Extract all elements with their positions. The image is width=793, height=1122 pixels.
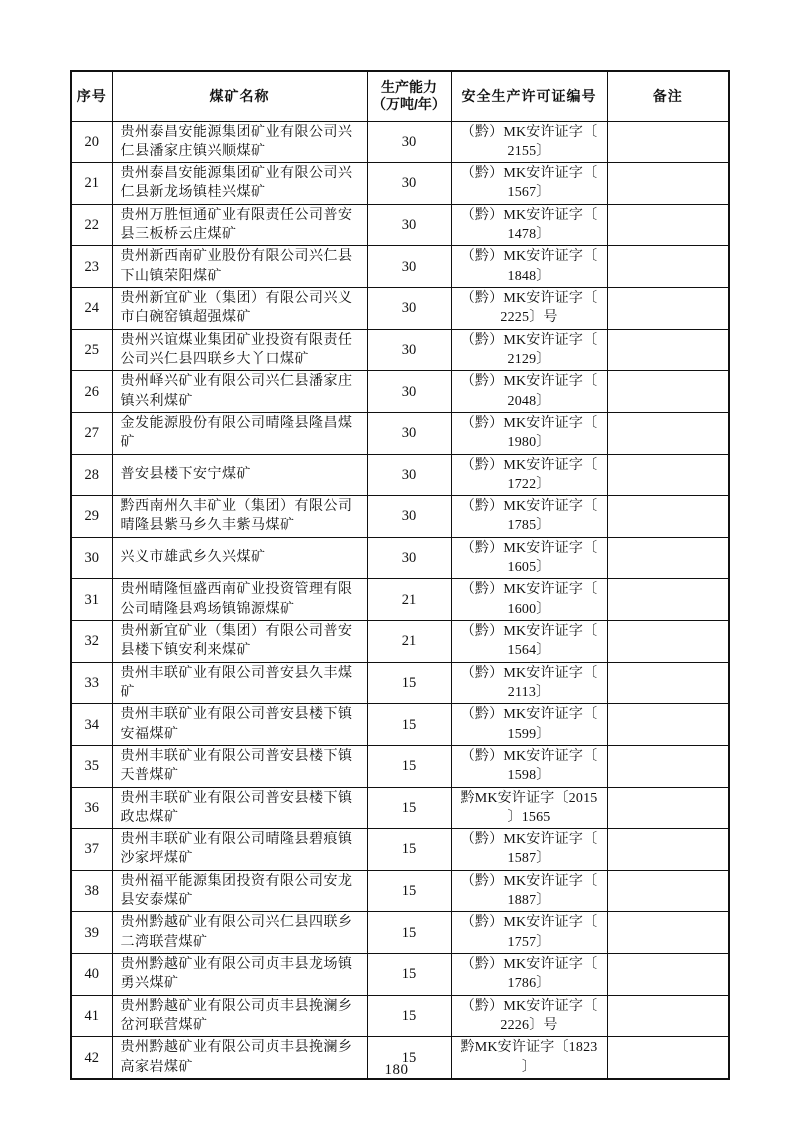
table-row — [71, 870, 729, 912]
license-line: （黔）MK安许证字〔 — [460, 166, 598, 182]
header-license: 安全生产许可证编号 — [451, 71, 607, 121]
license-line: 2113〕 — [507, 684, 551, 700]
license-line: 2048〕 — [507, 393, 551, 409]
license-cell — [451, 288, 607, 330]
license-line: （黔）MK安许证字〔 — [460, 998, 598, 1014]
capacity-cell: 21 — [367, 621, 451, 663]
mine-name-cell: 贵州福平能源集团投资有限公司安龙县安泰煤矿 — [112, 870, 367, 912]
mine-name-cell: 贵州黔越矿业有限公司贞丰县挽澜乡高家岩煤矿 — [112, 1037, 367, 1079]
capacity-cell: 15 — [367, 787, 451, 829]
header-remark: 备注 — [607, 71, 729, 121]
license-line: （黔）MK安许证字〔 — [460, 873, 598, 889]
mine-name-cell: 贵州峄兴矿业有限公司兴仁县潘家庄镇兴利煤矿 — [112, 371, 367, 413]
mine-name-cell: 贵州兴谊煤业集团矿业投资有限责任公司兴仁县四联乡大丫口煤矿 — [112, 329, 367, 371]
license-cell — [451, 537, 607, 579]
row-index-cell: 24 — [71, 288, 112, 330]
remark-cell — [607, 288, 729, 330]
remark-cell — [607, 704, 729, 746]
license-line: 1564〕 — [507, 643, 551, 659]
row-index-cell: 33 — [71, 662, 112, 704]
table-row — [71, 496, 729, 538]
row-index-cell: 30 — [71, 537, 112, 579]
remark-cell — [607, 163, 729, 205]
row-index-cell: 29 — [71, 496, 112, 538]
license-line: 1599〕 — [507, 726, 551, 742]
license-cell — [451, 662, 607, 704]
table-row — [71, 745, 729, 787]
table-row — [71, 288, 729, 330]
table-row — [71, 954, 729, 996]
remark-cell — [607, 870, 729, 912]
license-line: 黔MK安许证字〔1823 — [460, 1040, 598, 1056]
capacity-cell: 30 — [367, 288, 451, 330]
table-row — [71, 163, 729, 205]
license-cell — [451, 579, 607, 621]
license-cell — [451, 870, 607, 912]
mine-name-cell: 贵州晴隆恒盛西南矿业投资管理有限公司晴隆县鸡场镇锦源煤矿 — [112, 579, 367, 621]
row-index-cell: 31 — [71, 579, 112, 621]
coal-mine-table — [70, 70, 730, 1080]
row-index-cell: 41 — [71, 995, 112, 1037]
license-line: 1722〕 — [507, 476, 551, 492]
license-line: 1757〕 — [507, 934, 551, 950]
remark-cell — [607, 787, 729, 829]
capacity-cell: 21 — [367, 579, 451, 621]
header-mine-name: 煤矿名称 — [112, 71, 367, 121]
table-row — [71, 204, 729, 246]
header-capacity-line1: 生产能力 — [381, 78, 437, 95]
license-line: （黔）MK安许证字〔 — [460, 540, 598, 556]
mine-name-cell: 贵州新宜矿业（集团）有限公司兴义市白碗窑镇超强煤矿 — [112, 288, 367, 330]
remark-cell — [607, 204, 729, 246]
license-cell — [451, 621, 607, 663]
capacity-cell: 15 — [367, 870, 451, 912]
capacity-cell: 30 — [367, 371, 451, 413]
header-capacity — [367, 71, 451, 121]
table-header — [71, 71, 729, 121]
license-cell — [451, 745, 607, 787]
license-line: 1980〕 — [507, 435, 551, 451]
license-line: （黔）MK安许证字〔 — [460, 499, 598, 515]
remark-cell — [607, 121, 729, 163]
license-line: 黔MK安许证字〔2015 — [460, 790, 598, 806]
remark-cell — [607, 621, 729, 663]
capacity-cell: 15 — [367, 912, 451, 954]
capacity-cell: 30 — [367, 454, 451, 496]
capacity-cell: 30 — [367, 496, 451, 538]
remark-cell — [607, 371, 729, 413]
license-cell — [451, 329, 607, 371]
license-cell — [451, 246, 607, 288]
license-line: 〕1565 — [507, 809, 551, 825]
remark-cell — [607, 745, 729, 787]
mine-name-cell: 贵州新西南矿业股份有限公司兴仁县下山镇荣阳煤矿 — [112, 246, 367, 288]
mine-name-cell: 贵州丰联矿业有限公司普安县楼下镇天普煤矿 — [112, 745, 367, 787]
remark-cell — [607, 412, 729, 454]
license-line: （黔）MK安许证字〔 — [460, 249, 598, 265]
license-line: 1587〕 — [507, 851, 551, 867]
license-cell — [451, 163, 607, 205]
license-line: 1600〕 — [507, 601, 551, 617]
table-row — [71, 621, 729, 663]
row-index-cell: 36 — [71, 787, 112, 829]
license-line: （黔）MK安许证字〔 — [460, 415, 598, 431]
table-row — [71, 246, 729, 288]
mine-name-cell: 贵州万胜恒通矿业有限责任公司普安县三板桥云庄煤矿 — [112, 204, 367, 246]
license-line: （黔）MK安许证字〔 — [460, 332, 598, 348]
capacity-cell: 15 — [367, 704, 451, 746]
mine-name-cell: 贵州黔越矿业有限公司贞丰县龙场镇勇兴煤矿 — [112, 954, 367, 996]
license-cell — [451, 704, 607, 746]
license-line: 1848〕 — [507, 268, 551, 284]
license-line: 2225〕号 — [500, 310, 558, 326]
capacity-cell: 15 — [367, 662, 451, 704]
header-capacity-line2: （万吨/年） — [372, 96, 446, 113]
capacity-cell: 30 — [367, 537, 451, 579]
row-index-cell: 27 — [71, 412, 112, 454]
mine-name-cell: 贵州丰联矿业有限公司晴隆县碧痕镇沙家坪煤矿 — [112, 829, 367, 871]
table-row — [71, 912, 729, 954]
mine-name-cell: 贵州丰联矿业有限公司普安县楼下镇政忠煤矿 — [112, 787, 367, 829]
table-row — [71, 704, 729, 746]
license-cell — [451, 412, 607, 454]
row-index-cell: 26 — [71, 371, 112, 413]
row-index-cell: 32 — [71, 621, 112, 663]
table-row — [71, 329, 729, 371]
license-cell — [451, 954, 607, 996]
table-row — [71, 829, 729, 871]
mine-name-cell: 贵州丰联矿业有限公司普安县楼下镇安福煤矿 — [112, 704, 367, 746]
remark-cell — [607, 995, 729, 1037]
license-line: 1786〕 — [507, 976, 551, 992]
mine-name-cell: 贵州黔越矿业有限公司贞丰县挽澜乡岔河联营煤矿 — [112, 995, 367, 1037]
mine-name-cell: 普安县楼下安宁煤矿 — [112, 454, 367, 496]
page-number: 180 — [384, 1062, 409, 1078]
license-line: （黔）MK安许证字〔 — [460, 624, 598, 639]
row-index-cell: 38 — [71, 870, 112, 912]
license-line: 1605〕 — [507, 560, 551, 576]
remark-cell — [607, 662, 729, 704]
license-line: （黔）MK安许证字〔 — [460, 124, 598, 140]
license-line: 1887〕 — [507, 893, 551, 909]
row-index-cell: 37 — [71, 829, 112, 871]
capacity-cell: 15 — [367, 995, 451, 1037]
remark-cell — [607, 954, 729, 996]
mine-name-cell: 兴义市雄武乡久兴煤矿 — [112, 537, 367, 579]
row-index-cell: 20 — [71, 121, 112, 163]
license-line: （黔）MK安许证字〔 — [460, 748, 598, 764]
license-cell — [451, 787, 607, 829]
table-row — [71, 454, 729, 496]
license-line: 1785〕 — [507, 518, 551, 534]
remark-cell — [607, 912, 729, 954]
table-body — [71, 121, 729, 1079]
license-cell — [451, 829, 607, 871]
remark-cell — [607, 246, 729, 288]
license-cell — [451, 371, 607, 413]
license-line: 1478〕 — [507, 227, 551, 243]
mine-name-cell: 金发能源股份有限公司晴隆县隆昌煤矿 — [112, 412, 367, 454]
license-line: 1567〕 — [507, 185, 551, 201]
table-row — [71, 371, 729, 413]
license-line: （黔）MK安许证字〔 — [460, 291, 598, 306]
mine-name-cell: 贵州新宜矿业（集团）有限公司普安县楼下镇安利来煤矿 — [112, 621, 367, 663]
remark-cell — [607, 454, 729, 496]
license-cell — [451, 995, 607, 1037]
mine-name-cell: 贵州泰昌安能源集团矿业有限公司兴仁县新龙场镇桂兴煤矿 — [112, 163, 367, 205]
row-index-cell: 35 — [71, 745, 112, 787]
license-line: （黔）MK安许证字〔 — [460, 207, 598, 223]
license-cell — [451, 496, 607, 538]
table-row — [71, 537, 729, 579]
capacity-cell: 15 — [367, 829, 451, 871]
remark-cell — [607, 537, 729, 579]
license-line: 1598〕 — [507, 768, 551, 784]
row-index-cell: 22 — [71, 204, 112, 246]
row-index-cell: 34 — [71, 704, 112, 746]
row-index-cell: 23 — [71, 246, 112, 288]
capacity-cell: 15 — [367, 745, 451, 787]
license-cell — [451, 121, 607, 163]
remark-cell — [607, 329, 729, 371]
license-line: （黔）MK安许证字〔 — [460, 374, 598, 390]
capacity-cell: 30 — [367, 121, 451, 163]
capacity-cell: 30 — [367, 163, 451, 205]
license-line: 2129〕 — [507, 351, 551, 367]
license-line: 2155〕 — [507, 143, 551, 159]
mine-name-cell: 黔西南州久丰矿业（集团）有限公司晴隆县紫马乡久丰紫马煤矿 — [112, 496, 367, 538]
row-index-cell: 40 — [71, 954, 112, 996]
mine-name-cell: 贵州丰联矿业有限公司普安县久丰煤矿 — [112, 662, 367, 704]
row-index-cell: 42 — [71, 1037, 112, 1079]
license-cell — [451, 912, 607, 954]
table-row — [71, 579, 729, 621]
license-line: 〕 — [521, 1059, 537, 1075]
license-line: （黔）MK安许证字〔 — [460, 832, 598, 848]
remark-cell — [607, 579, 729, 621]
license-line: （黔）MK安许证字〔 — [460, 582, 598, 598]
remark-cell — [607, 496, 729, 538]
row-index-cell: 39 — [71, 912, 112, 954]
license-line: （黔）MK安许证字〔 — [460, 957, 598, 972]
license-line: （黔）MK安许证字〔 — [460, 665, 598, 681]
capacity-cell: 30 — [367, 204, 451, 246]
license-cell — [451, 454, 607, 496]
capacity-cell: 15 — [367, 954, 451, 996]
license-line: （黔）MK安许证字〔 — [460, 707, 598, 723]
header-index: 序号 — [71, 71, 112, 121]
table-row — [71, 121, 729, 163]
capacity-cell: 15 — [367, 1037, 451, 1079]
table-row — [71, 412, 729, 454]
license-line: （黔）MK安许证字〔 — [460, 915, 598, 931]
mine-name-cell: 贵州泰昌安能源集团矿业有限公司兴仁县潘家庄镇兴顺煤矿 — [112, 121, 367, 163]
license-line: 2226〕号 — [500, 1017, 558, 1033]
row-index-cell: 25 — [71, 329, 112, 371]
capacity-cell: 30 — [367, 412, 451, 454]
table-row — [71, 787, 729, 829]
capacity-cell: 30 — [367, 329, 451, 371]
license-cell — [451, 204, 607, 246]
mine-name-cell: 贵州黔越矿业有限公司兴仁县四联乡二湾联营煤矿 — [112, 912, 367, 954]
row-index-cell: 28 — [71, 454, 112, 496]
license-line: （黔）MK安许证字〔 — [460, 457, 598, 473]
row-index-cell: 21 — [71, 163, 112, 205]
table-row — [71, 995, 729, 1037]
table-row — [71, 662, 729, 704]
remark-cell — [607, 829, 729, 871]
capacity-cell: 30 — [367, 246, 451, 288]
